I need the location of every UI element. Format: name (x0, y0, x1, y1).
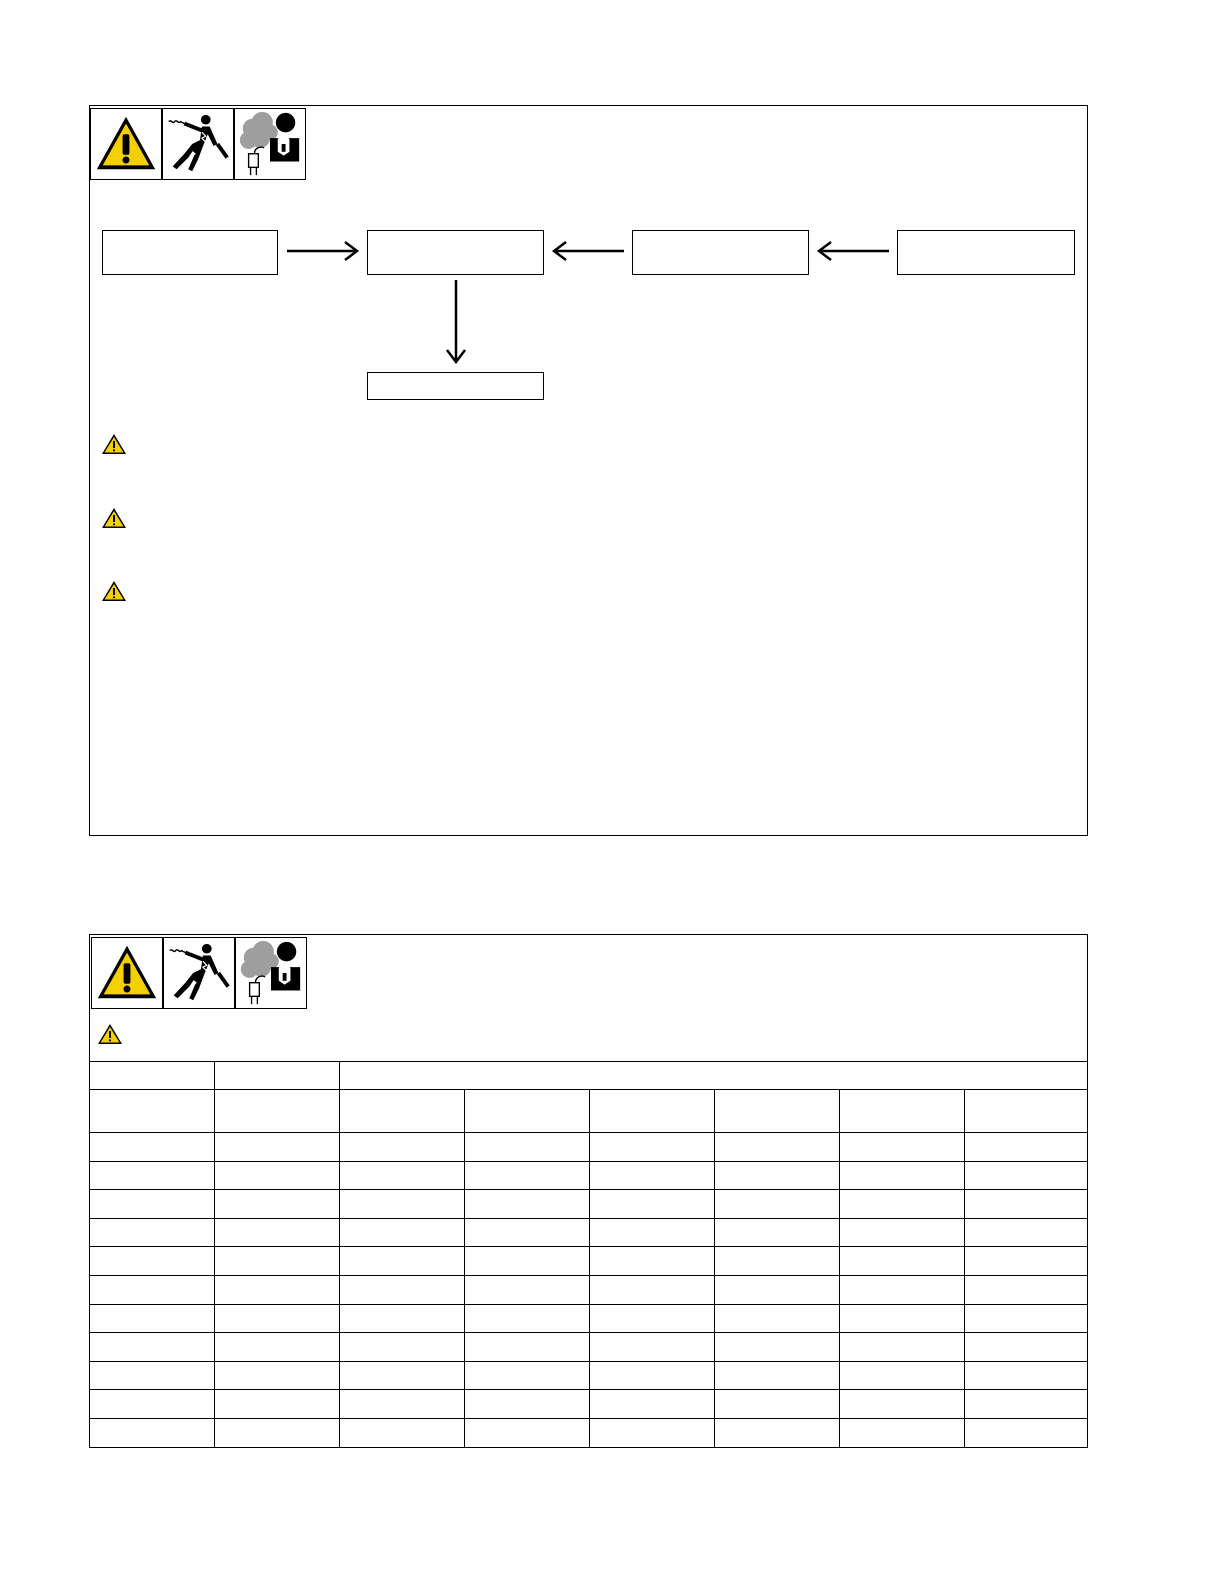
table-cell (464, 1218, 589, 1247)
table-cell (839, 1190, 964, 1219)
table-cell (589, 1190, 714, 1219)
table-cell (214, 1190, 339, 1219)
table-cell (589, 1218, 714, 1247)
electric-shock-icon (163, 937, 235, 1009)
table-row (90, 1418, 1087, 1446)
table-subheader-cell (90, 1090, 214, 1133)
table-cell (90, 1361, 214, 1390)
table-cell (964, 1190, 1087, 1219)
table-cell (339, 1133, 464, 1162)
flow-box-4 (897, 230, 1075, 275)
table-cell (964, 1304, 1087, 1333)
warning-triangle-icon (90, 108, 162, 180)
table-cell (90, 1133, 214, 1162)
table-cell (839, 1333, 964, 1362)
table-cell (464, 1333, 589, 1362)
table-cell (464, 1133, 589, 1162)
arrow-down-icon (446, 280, 466, 364)
table-cell (964, 1247, 1087, 1276)
table-cell (464, 1304, 589, 1333)
table-cell (714, 1275, 839, 1304)
electric-shock-icon (162, 108, 234, 180)
table-cell (839, 1390, 964, 1419)
table-cell (464, 1247, 589, 1276)
table-cell (589, 1304, 714, 1333)
table-cell (339, 1218, 464, 1247)
table-subheader-cell (214, 1090, 339, 1133)
spec-table (90, 1061, 1087, 1447)
table-cell (90, 1247, 214, 1276)
table-row (90, 1304, 1087, 1333)
table-cell (464, 1390, 589, 1419)
table-cell (589, 1247, 714, 1276)
table-cell (464, 1190, 589, 1219)
table-cell (214, 1275, 339, 1304)
table-cell (214, 1390, 339, 1419)
table-cell (964, 1418, 1087, 1446)
hazard-panel-table (89, 934, 1088, 1448)
table-row (90, 1161, 1087, 1190)
table-cell (589, 1133, 714, 1162)
flow-box-1 (102, 230, 278, 275)
hazard-panel-top (89, 105, 1088, 836)
flow-box-3 (632, 230, 809, 275)
table-cell (214, 1304, 339, 1333)
table-header-cell (90, 1062, 214, 1090)
table-cell (964, 1333, 1087, 1362)
table-cell (589, 1333, 714, 1362)
table-subheader-cell (714, 1090, 839, 1133)
table-cell (589, 1161, 714, 1190)
table-cell (90, 1190, 214, 1219)
table-subheader-cell (839, 1090, 964, 1133)
table-cell (90, 1218, 214, 1247)
table-header-cell (214, 1062, 339, 1090)
table-cell (339, 1390, 464, 1419)
table-cell (339, 1304, 464, 1333)
table-cell (839, 1133, 964, 1162)
table-cell (964, 1161, 1087, 1190)
table-cell (714, 1190, 839, 1219)
table-cell (714, 1218, 839, 1247)
table-cell (964, 1390, 1087, 1419)
table-row (90, 1361, 1087, 1390)
table-cell (90, 1161, 214, 1190)
table-cell (90, 1304, 214, 1333)
table-cell (339, 1361, 464, 1390)
arrow-right-icon (287, 241, 359, 261)
table-cell (589, 1275, 714, 1304)
table-cell (214, 1218, 339, 1247)
table-subheader-cell (339, 1090, 464, 1133)
table-subheader-cell (964, 1090, 1087, 1133)
table-cell (589, 1418, 714, 1446)
table-subheader-cell (589, 1090, 714, 1133)
fumes-respirator-icon (234, 108, 306, 180)
table-cell (214, 1161, 339, 1190)
arrow-left-icon (817, 241, 889, 261)
table-subheader-cell (464, 1090, 589, 1133)
table-cell (964, 1275, 1087, 1304)
table-cell (214, 1333, 339, 1362)
table-cell (714, 1333, 839, 1362)
table-row (90, 1218, 1087, 1247)
small-warning-icon (97, 1023, 123, 1045)
table-cell (339, 1190, 464, 1219)
table-cell (714, 1304, 839, 1333)
table-cell (464, 1361, 589, 1390)
table-cell (214, 1133, 339, 1162)
table-cell (339, 1333, 464, 1362)
table-cell (839, 1161, 964, 1190)
table-row (90, 1333, 1087, 1362)
fumes-respirator-icon (235, 937, 307, 1009)
table-header-cell (339, 1062, 1087, 1090)
table-cell (839, 1218, 964, 1247)
small-warning-icon (101, 580, 127, 602)
table-cell (964, 1361, 1087, 1390)
table-cell (214, 1247, 339, 1276)
table-cell (339, 1161, 464, 1190)
table-row (90, 1390, 1087, 1419)
table-cell (714, 1418, 839, 1446)
table-cell (714, 1390, 839, 1419)
arrow-left-icon (552, 241, 624, 261)
table-cell (214, 1361, 339, 1390)
table-cell (714, 1133, 839, 1162)
table-cell (214, 1418, 339, 1446)
table-cell (589, 1361, 714, 1390)
table-cell (839, 1275, 964, 1304)
table-cell (839, 1247, 964, 1276)
flow-box-2 (367, 230, 544, 275)
table-cell (839, 1361, 964, 1390)
table-cell (464, 1418, 589, 1446)
table-cell (964, 1133, 1087, 1162)
table-row (90, 1190, 1087, 1219)
table-cell (464, 1161, 589, 1190)
table-cell (714, 1161, 839, 1190)
table-cell (90, 1390, 214, 1419)
table-cell (589, 1390, 714, 1419)
table-cell (839, 1304, 964, 1333)
table-cell (90, 1418, 214, 1446)
table-row (90, 1247, 1087, 1276)
table-cell (714, 1361, 839, 1390)
table-cell (90, 1333, 214, 1362)
table-cell (339, 1247, 464, 1276)
table-cell (839, 1418, 964, 1446)
table-row (90, 1275, 1087, 1304)
table-header-row (90, 1062, 1087, 1090)
table-cell (964, 1218, 1087, 1247)
table-cell (90, 1275, 214, 1304)
small-warning-icon (101, 507, 127, 529)
small-warning-icon (101, 433, 127, 455)
table-subheader-row (90, 1090, 1087, 1133)
flow-box-5 (367, 372, 544, 400)
table-cell (714, 1247, 839, 1276)
table-cell (339, 1418, 464, 1446)
warning-triangle-icon (91, 937, 163, 1009)
table-cell (464, 1275, 589, 1304)
table-row (90, 1133, 1087, 1162)
table-cell (339, 1275, 464, 1304)
